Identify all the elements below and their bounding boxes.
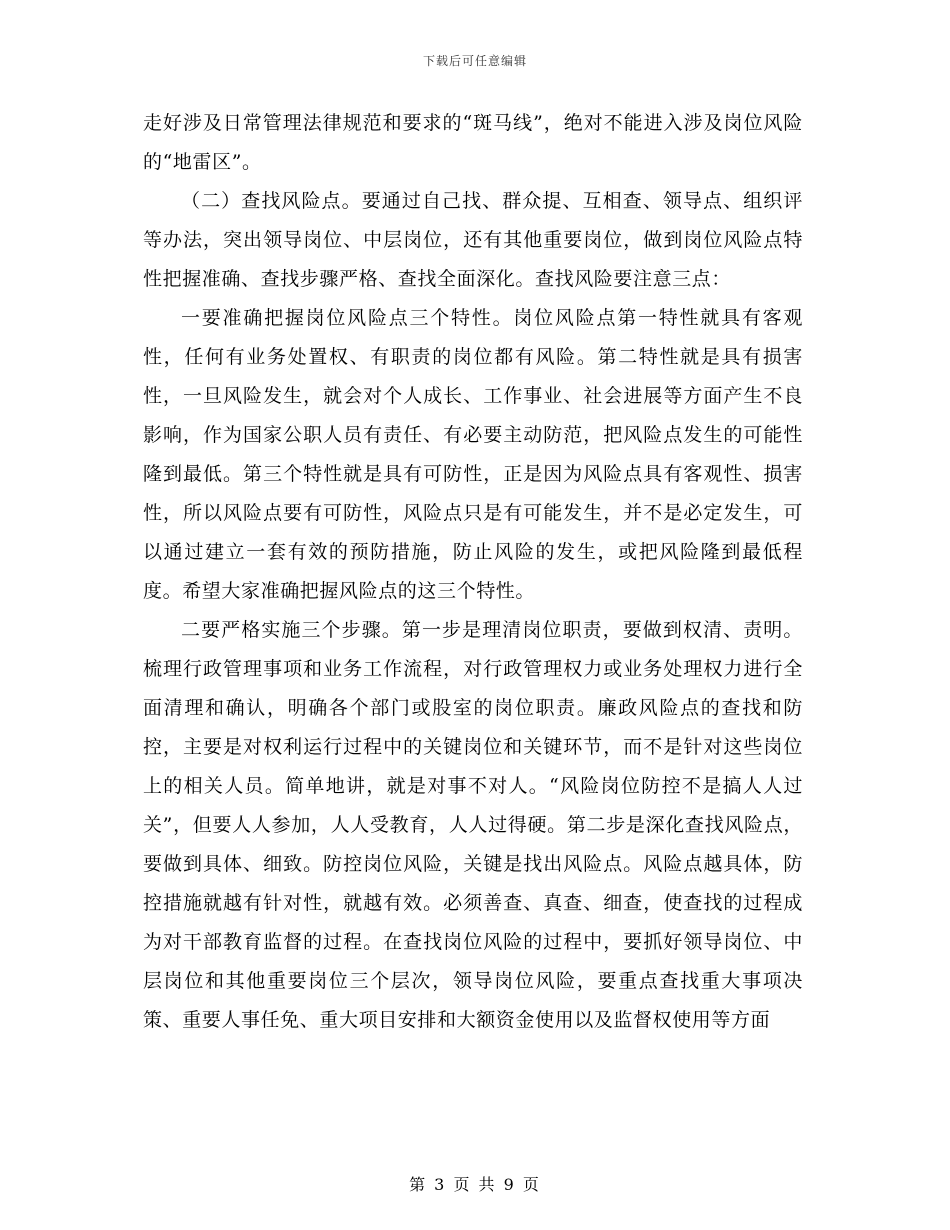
paragraph-2: （二）查找风险点。要通过自己找、群众提、互相查、领导点、组织评等办法，突出领导岗位、中层岗位，还有其他重要岗位，做到岗位风险点特性把握准确、查找步骤严格、查找全面深化。查找风险要注意三点：	[143, 190, 803, 290]
page-header: 下载后可任意编辑	[422, 54, 527, 68]
paragraph-3: 一要准确把握岗位风险点三个特性。岗位风险点第一特性就具有客观性，任何有业务处置权、有职责的岗位都有风险。第二特性就是具有损害性，一旦风险发生，就会对个人成长、工作事业、社会进展等方面产生不良影响，作为国家公职人员有责任、有必要主动防范，把风险点发生的可能性隆到最低。第三个特性就是具有可防性，正是因为风险点具有客观性、损害性，所以风险点要有可防性，风险点只是有可能发生，并不是必定发生，可以通过建立一套有效的预防措施，防止风险的发生，或把风险隆到最低程度。希望大家准确把握风险点的这三个特性。	[143, 307, 803, 602]
paragraph-4: 二要严格实施三个步骤。第一步是理清岗位职责，要做到权清、责明。梳理行政管理事项和业务工作流程，对行政管理权力或业务处理权力进行全面清理和确认，明确各个部门或股室的岗位职责。廉政风险点的查找和防控，主要是对权利运行过程中的关键岗位和关键环节，而不是针对这些岗位上的相关人员。简单地讲，就是对事不对人。“风险岗位防控不是搞人人过关”，但要人人参加，人人受教育，人人过得硬。第二步是深化查找风险点，要做到具体、细致。防控岗位风险，关键是找出风险点。风险点越具体，防控措施就越有针对性，就越有效。必须善查、真查、细查，使查找的过程成为对干部教育监督的过程。在查找岗位风险的过程中，要抓好领导岗位、中层岗位和其他重要岗位三个层次，领导岗位风险，要重点查找重大事项决策、重要人事任免、重大项目安排和大额资金使用以及监督权使用等方面	[143, 619, 803, 1031]
document-body	[143, 104, 803, 1040]
paragraph-1: 走好涉及日常管理法律规范和要求的“斑马线”，绝对不能进入涉及岗位风险的“地雷区”。	[143, 112, 803, 173]
page-footer: 第 3 页 共 9 页	[409, 1175, 541, 1194]
